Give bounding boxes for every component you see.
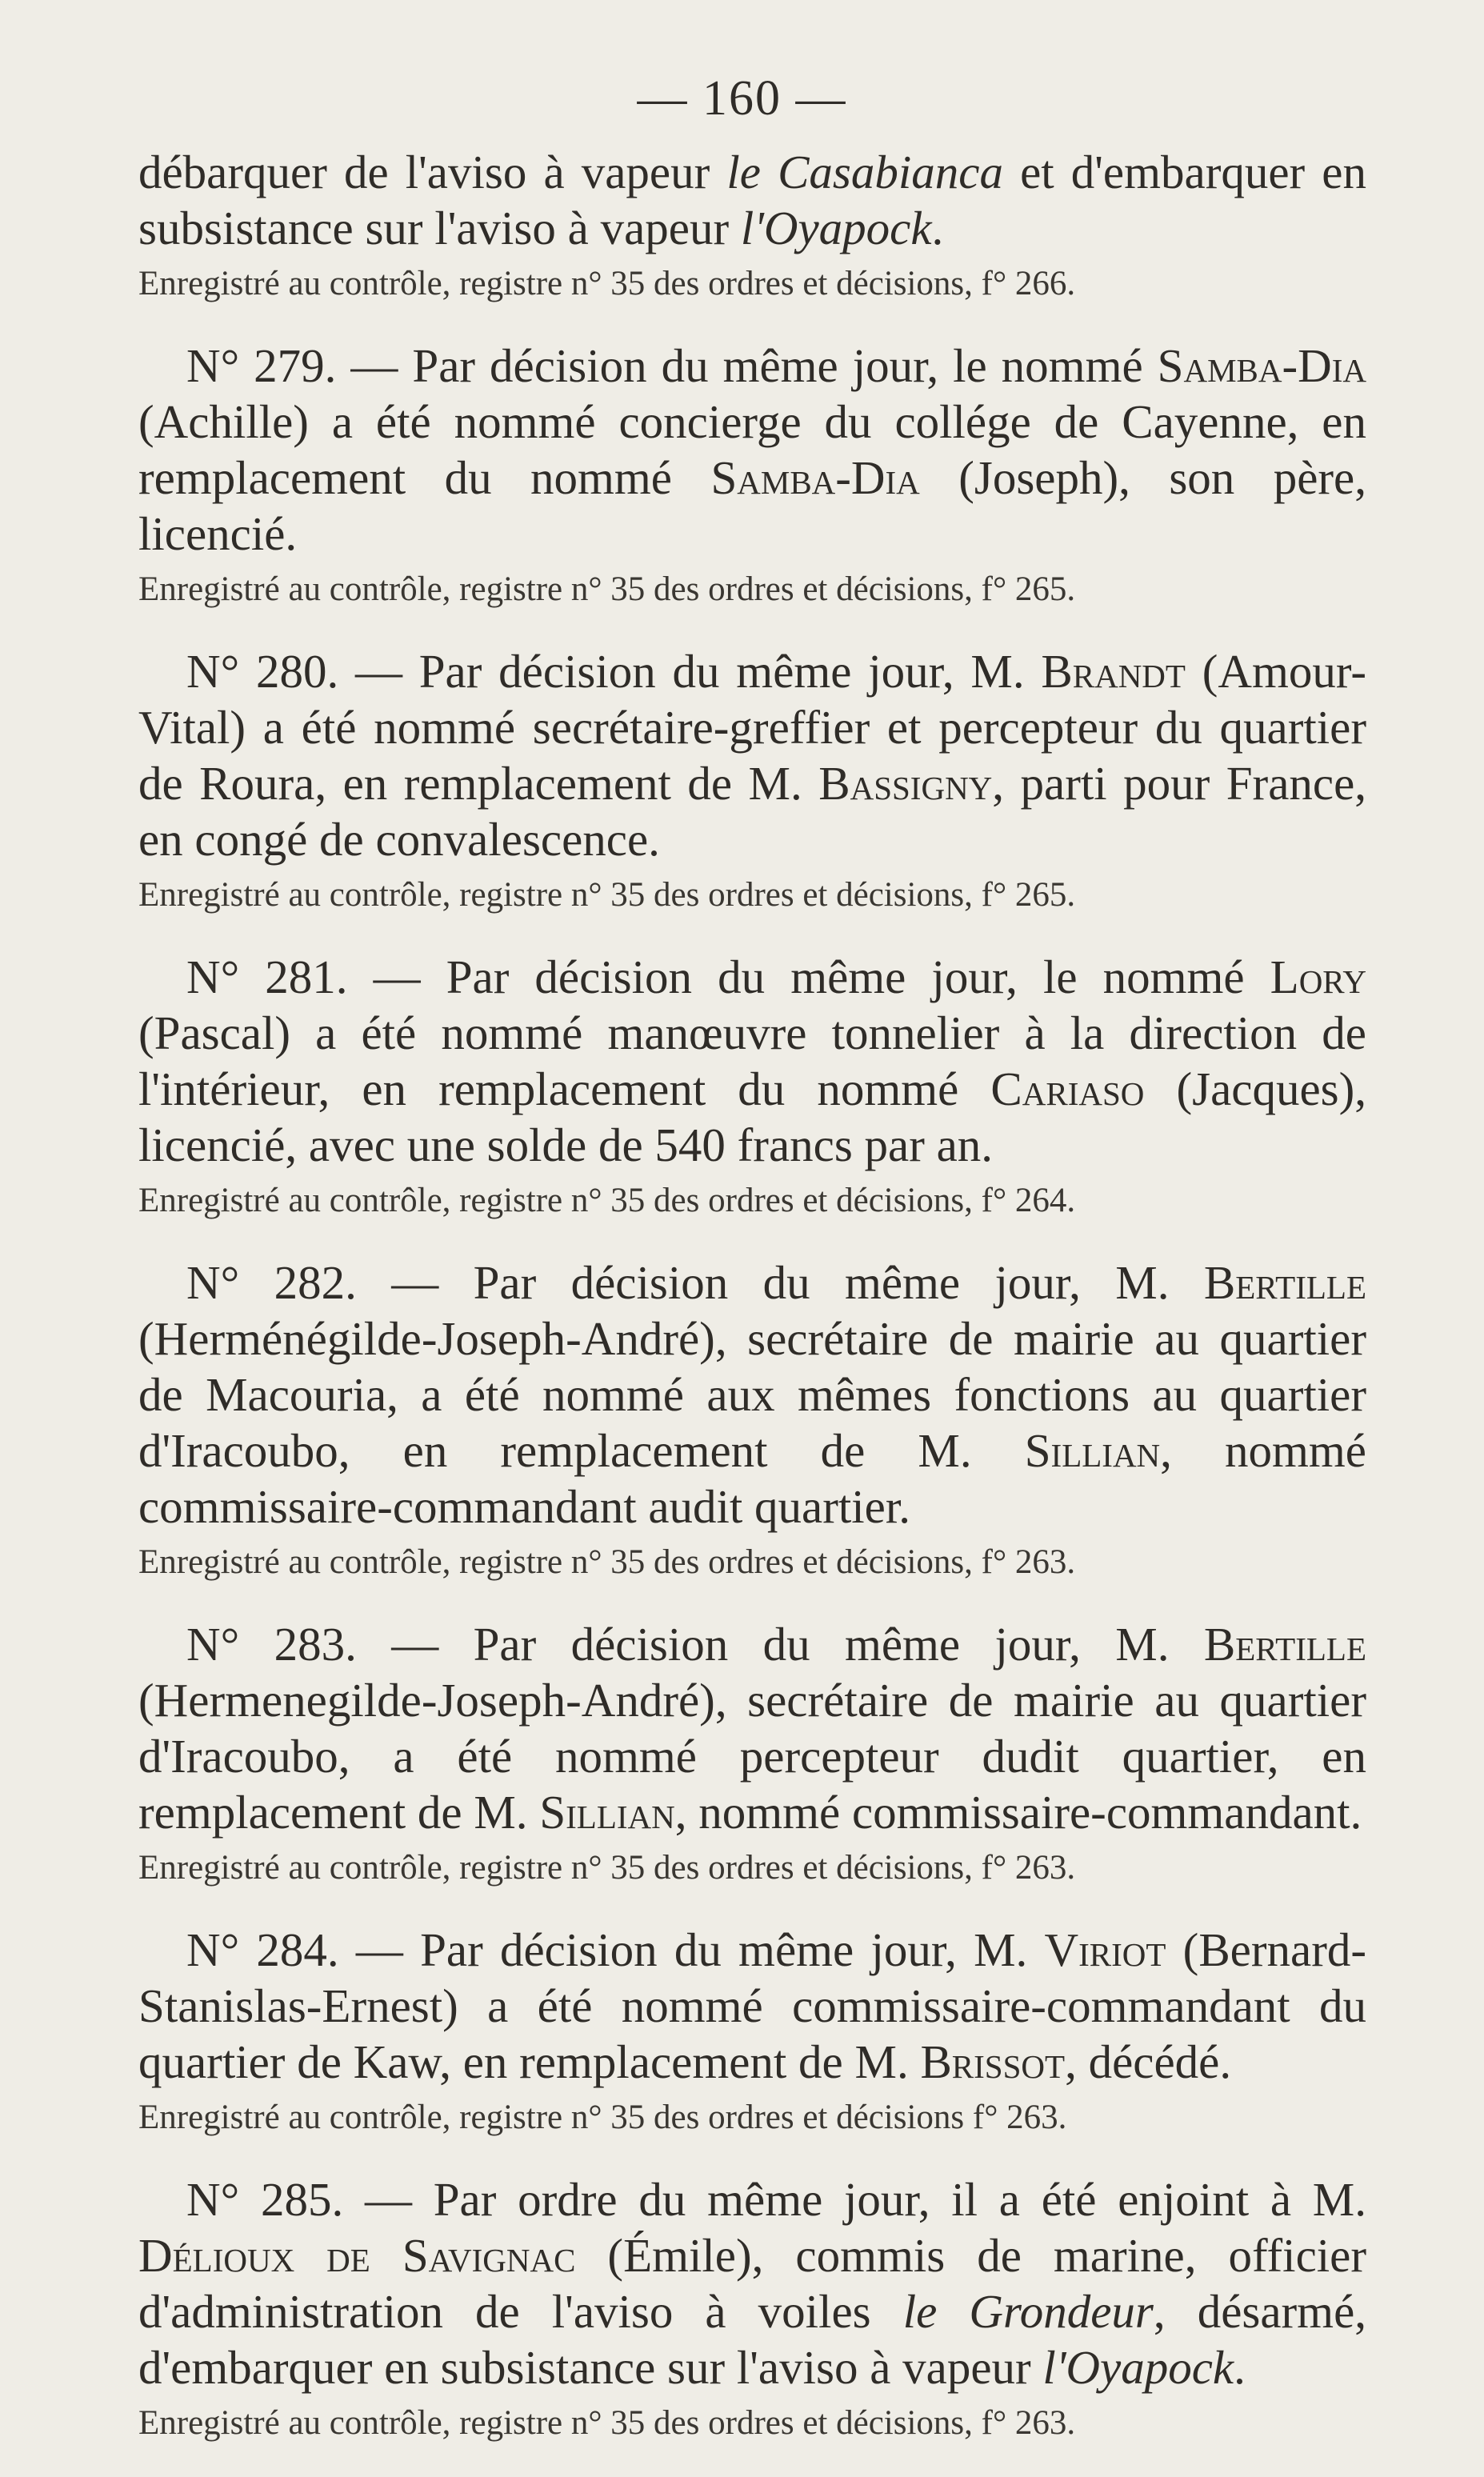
entry-text: N° 281. — Par décision du même jour, le nommé Lory (Pascal) a été nommé manœuvre tonnelier à la direction de l'intérieur, en remplacement du nommé Cariaso (Jacques), licencié, avec une solde de 540 francs par an. [138, 950, 1366, 1171]
person-name: Bertille [1203, 1256, 1366, 1309]
registration-note: Enregistré au contrôle, registre n° 35 des ordres et décisions, f° 263. [138, 1849, 1076, 1887]
person-name: Sillian [539, 1786, 675, 1839]
person-name: Cariaso [990, 1062, 1145, 1115]
page-number: — 160 — [637, 71, 847, 126]
ship-name: le Grondeur [902, 2285, 1154, 2338]
entry-284 [138, 1922, 1366, 2146]
entry-text: N° 284. — Par décision du même jour, M. Viriot (Bernard-Stanislas-Ernest) a été nommé commissaire-commandant du quartier de Kaw, en remplacement de M. Brissot, décédé. [138, 1923, 1366, 2088]
registration-note: Enregistré au contrôle, registre n° 35 des ordres et décisions, f° 263. [138, 1543, 1076, 1581]
carryover-text: débarquer de l'aviso à vapeur le Casabianca et d'embarquer en subsistance sur l'aviso à vapeur l'Oyapock. [138, 146, 1366, 254]
entry-text: N° 283. — Par décision du même jour, M. Bertille (Hermenegilde-Joseph-André), secrétaire de mairie au quartier d'Iracoubo, a été nommé percepteur dudit quartier, en remplacement de M. Sillian, nommé commissaire-commandant. [138, 1618, 1366, 1839]
ship-name: l'Oyapock [740, 202, 932, 254]
ship-name: le Casabianca [726, 146, 1003, 198]
person-name: Samba-Dia [1157, 339, 1366, 392]
entry-text: N° 285. — Par ordre du même jour, il a été enjoint à M. Délioux de Savignac (Émile), commis de marine, officier d'administration de l'aviso à voiles le Grondeur, désarmé, d'embarquer en subsistance sur l'aviso à vapeur l'Oyapock. [138, 2173, 1367, 2394]
person-name: Brandt [1041, 645, 1186, 698]
entry-282 [138, 1255, 1366, 1591]
registration-note: Enregistré au contrôle, registre n° 35 des ordres et décisions, f° 265. [138, 570, 1076, 608]
person-name: Brissot [920, 2035, 1066, 2088]
entry-279 [138, 338, 1366, 618]
person-name: Bassigny [818, 757, 993, 810]
registration-note: Enregistré au contrôle, registre n° 35 des ordres et décisions, f° 266. [138, 265, 1076, 302]
entry-280 [138, 643, 1366, 923]
entry-text: N° 279. — Par décision du même jour, le nommé Samba-Dia (Achille) a été nommé concierge du collége de Cayenne, en remplacement du nommé Samba-Dia (Joseph), son père, licencié. [138, 339, 1366, 560]
registration-note: Enregistré au contrôle, registre n° 35 des ordres et décisions, f° 263. [138, 2404, 1076, 2442]
person-name: Sillian [1024, 1424, 1161, 1477]
registration-note: Enregistré au contrôle, registre n° 35 des ordres et décisions f° 263. [138, 2099, 1067, 2136]
entry-281 [138, 949, 1366, 1229]
registration-note: Enregistré au contrôle, registre n° 35 des ordres et décisions, f° 264. [138, 1182, 1076, 1219]
person-name: Lory [1270, 950, 1366, 1003]
person-name: Viriot [1044, 1923, 1166, 1976]
person-name: Délioux de Savignac [138, 2229, 576, 2282]
text-body [138, 144, 1366, 2477]
person-name: Samba-Dia [710, 451, 920, 504]
entry-text: N° 282. — Par décision du même jour, M. Bertille (Herménégilde-Joseph-André), secrétaire de mairie au quartier de Macouria, a été nommé aux mêmes fonctions au quartier d'Iracoubo, en remplacement de M. Sillian, nommé commissaire-commandant audit quartier. [138, 1256, 1366, 1533]
entry-text: N° 280. — Par décision du même jour, M. Brandt (Amour-Vital) a été nommé secrétaire-greffier et percepteur du quartier de Roura, en remplacement de M. Bassigny, parti pour France, en congé de convalescence. [138, 645, 1367, 866]
person-name: Bertille [1203, 1618, 1366, 1671]
registration-note: Enregistré au contrôle, registre n° 35 des ordres et décisions, f° 265. [138, 876, 1076, 914]
entry-283 [138, 1616, 1366, 1896]
carryover-paragraph [138, 144, 1366, 312]
entry-285 [138, 2171, 1366, 2451]
ship-name: l'Oyapock [1042, 2341, 1234, 2394]
